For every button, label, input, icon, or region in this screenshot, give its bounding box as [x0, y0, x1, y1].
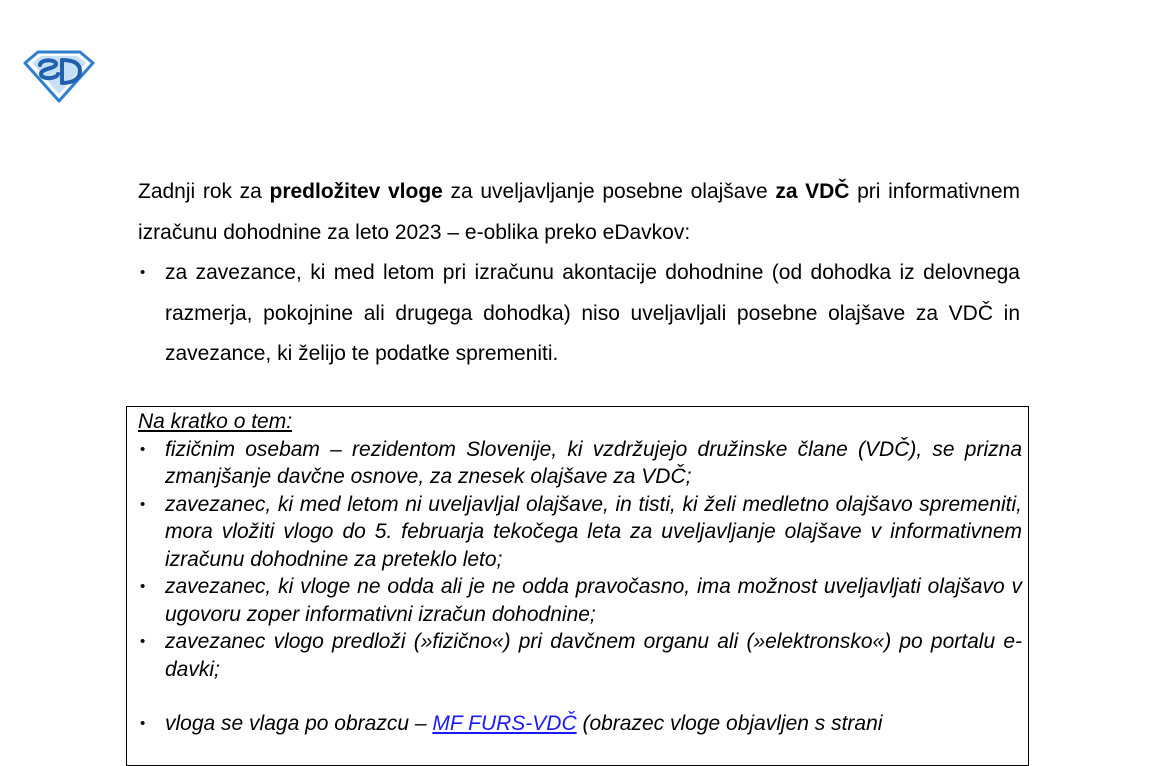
list-item: • vloga se vlaga po obrazcu – MF FURS-VDČ (obrazec vloge objavljen s strani: [138, 710, 1022, 738]
list-item: • zavezanec, ki vloge ne odda ali je ne odda pravočasno, ima možnost uveljavljati olajšavo v ugovoru zoper informativni izračun dohodnine;: [140, 575, 1022, 626]
summary-box: [126, 406, 1029, 766]
list-item: • zavezanec vlogo predloži (»fizično«) pri davčnem organu ali (»elektronsko«) po portalu e-davki;: [140, 630, 1022, 681]
list-item: • fizičnim osebam – rezidentom Slovenije, ki vzdržujejo družinske člane (VDČ), se prizna zmanjšanje davčne osnove, za znesek olajšave za VDČ;: [140, 437, 1022, 488]
summary-list: [138, 436, 1022, 684]
mf-furs-vdc-link[interactable]: MF FURS-VDČ: [432, 712, 577, 735]
sd-logo: [22, 49, 96, 103]
summary-list-continued: [138, 710, 1022, 738]
bullet-icon: •: [140, 633, 146, 650]
intro-paragraph: Zadnji rok za predložitev vloge za uveljavljanje posebne olajšave za VDČ pri informativnem izračunu dohodnine za leto 2023 – e-oblika preko eDavkov:: [138, 180, 1020, 244]
list-item: • za zavezance, ki med letom pri izračunu akontacije dohodnine (od dohodka iz delovnega razmerja, pokojnine ali drugega dohodka) niso uveljavljali posebne olajšave za VDČ in zavezance, ki želijo te podatke spremeniti.: [138, 253, 1020, 375]
intro-section: [138, 172, 1020, 375]
bullet-icon: •: [140, 495, 146, 513]
bullet-icon: •: [140, 715, 146, 732]
bullet-icon: •: [140, 440, 146, 458]
summary-title: Na kratko o tem:: [138, 410, 293, 433]
list-item: • zavezanec, ki med letom ni uveljavljal olajšave, in tisti, ki želi medletno olajšavo spremeniti, mora vložiti vlogo do 5. februarja tekočega leta za uveljavljanje olajšave v informativnem izračunu dohodnine za preteklo leto;: [140, 492, 1022, 571]
bullet-icon: •: [140, 264, 146, 281]
bullet-icon: •: [140, 578, 146, 595]
intro-list: [138, 253, 1020, 375]
spacer: [138, 683, 1022, 710]
